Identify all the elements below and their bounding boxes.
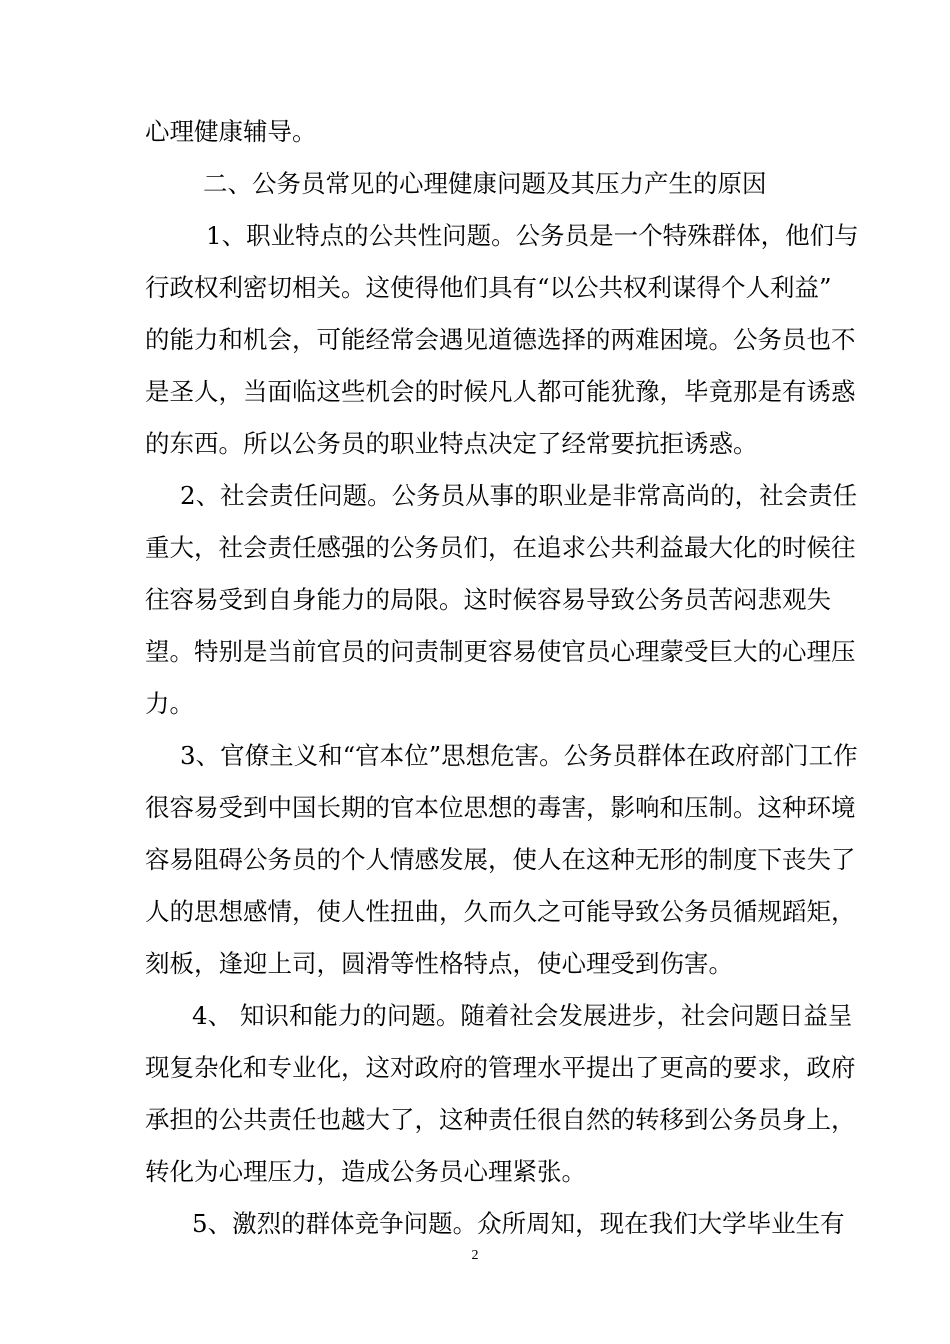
page-number: 2: [471, 1248, 479, 1263]
text-line: 往容易受到自身能力的局限。这时候容易导致公务员苦闷悲观失: [145, 585, 831, 614]
text-line: 承担的公共责任也越大了，这种责任很自然的转移到公务员身上，: [145, 1105, 856, 1134]
text-line: 的能力和机会，可能经常会遇见道德选择的两难困境。公务员也不: [145, 325, 856, 354]
text-line: 很容易受到中国长期的官本位思想的毒害，影响和压制。这种环境: [145, 793, 856, 822]
text-line: 重大，社会责任感强的公务员们，在追求公共利益最大化的时候往: [145, 533, 856, 562]
text-line: 望。特别是当前官员的问责制更容易使官员心理蒙受巨大的心理压: [145, 637, 856, 666]
text-line: 容易阻碍公务员的个人情感发展，使人在这种无形的制度下丧失了: [145, 845, 856, 874]
text-line: 3、官僚主义和“官本位”思想危害。公务员群体在政府部门工作: [180, 741, 858, 770]
text-line: 转化为心理压力，造成公务员心理紧张。: [145, 1157, 586, 1186]
text-line: 4、 知识和能力的问题。随着社会发展进步，社会问题日益呈: [192, 1001, 853, 1030]
section-heading: 二、公务员常见的心理健康问题及其压力产生的原因: [203, 169, 767, 198]
text-line: 2、社会责任问题。公务员从事的职业是非常高尚的，社会责任: [180, 481, 858, 510]
text-line: 人的思想感情，使人性扭曲，久而久之可能导致公务员循规蹈矩，: [145, 897, 856, 926]
text-line: 的东西。所以公务员的职业特点决定了经常要抗拒诱惑。: [145, 429, 758, 458]
text-line: 现复杂化和专业化，这对政府的管理水平提出了更高的要求，政府: [145, 1053, 856, 1082]
text-line: 力。: [145, 689, 194, 718]
text-line: 心理健康辅导。: [145, 117, 317, 146]
text-line: 行政权利密切相关。这使得他们具有“以公共权利谋得个人利益”: [145, 273, 832, 302]
text-line: 1、职业特点的公共性问题。公务员是一个特殊群体，他们与: [206, 221, 859, 250]
text-line: 5、激烈的群体竞争问题。众所周知，现在我们大学毕业生有: [192, 1209, 845, 1238]
text-line: 刻板，逢迎上司，圆滑等性格特点，使心理受到伤害。: [145, 949, 733, 978]
text-line: 是圣人，当面临这些机会的时候凡人都可能犹豫，毕竟那是有诱惑: [145, 377, 856, 406]
